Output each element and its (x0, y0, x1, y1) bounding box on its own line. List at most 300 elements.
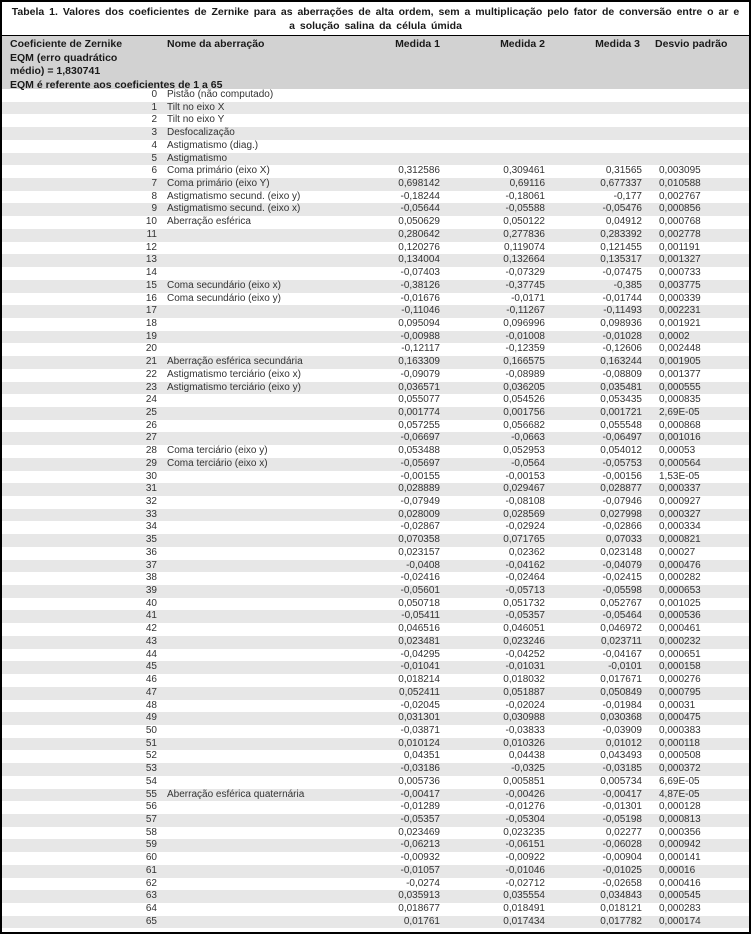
table-row (2, 572, 749, 585)
cell-medida3: -0,05753 (602, 457, 642, 469)
cell-aberration-name (157, 852, 362, 865)
cell-aberration-name (157, 687, 362, 700)
cell-medida3: -0,03185 (602, 763, 642, 775)
cell-aberration-name (157, 801, 362, 814)
cell-aberration-name: Aberração esférica quaternária (167, 788, 305, 800)
cell-desvio-padrao: 0,000653 (659, 585, 701, 597)
cell-desvio-padrao: 0,000461 (659, 623, 701, 635)
cell-index: 42 (145, 623, 157, 635)
cell-medida3: 0,050849 (600, 686, 642, 698)
cell-aberration-name (157, 521, 362, 534)
cell-medida2 (440, 89, 545, 102)
cell-medida3: -0,01984 (602, 699, 642, 711)
cell-index: 57 (145, 813, 157, 825)
cell-index: 12 (145, 241, 157, 253)
cell-medida2: 0,02362 (508, 546, 545, 558)
table-row (2, 878, 749, 891)
table-row (2, 432, 749, 445)
cell-index: 53 (145, 763, 157, 775)
cell-index: 22 (145, 368, 157, 380)
table-row (2, 445, 749, 458)
cell-desvio-padrao: 0,000927 (659, 496, 701, 507)
table-row (2, 916, 749, 929)
cell-medida1: -0,02416 (400, 572, 440, 584)
cell-medida2: -0,00153 (505, 470, 545, 482)
cell-aberration-name: Astigmatismo secund. (eixo x) (167, 203, 301, 215)
table-row (2, 216, 749, 229)
cell-desvio-padrao: 0,002778 (659, 228, 701, 240)
cell-aberration-name: Coma terciário (eixo x) (167, 457, 268, 469)
table-title-line1: Tabela 1. Valores dos coeficientes de Zernike para as aberrações de alta ordem, sem a multiplicação pelo fator de conversão entre o ar e (11, 6, 740, 18)
cell-index: 50 (145, 724, 157, 736)
cell-medida1: -0,0274 (406, 877, 440, 889)
cell-aberration-name (157, 598, 362, 611)
cell-medida3: 0,055548 (600, 419, 642, 431)
cell-desvio-padrao: 0,000334 (659, 521, 701, 533)
table-row (2, 242, 749, 255)
cell-medida3: -0,11493 (603, 305, 642, 317)
cell-medida2: -0,01008 (505, 330, 545, 342)
cell-medida2: 0,023235 (503, 826, 545, 838)
cell-index: 52 (145, 750, 157, 762)
cell-medida3: 0,001721 (600, 406, 642, 418)
cell-desvio-padrao: 0,000276 (659, 674, 701, 686)
cell-desvio-padrao: 0,000733 (659, 267, 701, 279)
cell-medida2: -0,00922 (505, 852, 545, 864)
cell-medida2: 0,001756 (503, 406, 545, 418)
cell-medida1: -0,00155 (400, 470, 440, 482)
cell-medida3: -0,05598 (602, 585, 642, 597)
cell-medida1: 0,050629 (398, 216, 440, 228)
cell-desvio-padrao: 0,000128 (659, 801, 701, 813)
cell-desvio-padrao: 0,000564 (659, 457, 701, 469)
cell-aberration-name (157, 483, 362, 496)
cell-medida3: 0,005734 (600, 775, 642, 787)
cell-desvio-padrao: 0,000942 (659, 839, 701, 851)
cell-medida1: -0,05411 (401, 610, 440, 622)
table-row (2, 369, 749, 382)
cell-medida1: -0,07403 (400, 267, 440, 279)
cell-medida1: -0,01041 (400, 661, 440, 673)
cell-medida3: -0,01744 (602, 292, 642, 304)
cell-index: 5 (151, 152, 157, 164)
cell-desvio-padrao: 0,000475 (659, 712, 701, 724)
cell-index: 4 (151, 139, 157, 151)
cell-desvio-padrao (642, 153, 749, 166)
cell-medida2: 0,036205 (503, 381, 545, 393)
cell-medida1: 0,023157 (398, 546, 440, 558)
cell-medida1: 0,052411 (399, 686, 440, 698)
cell-desvio-padrao: 0,000476 (659, 559, 701, 571)
cell-desvio-padrao: 0,003095 (659, 165, 701, 177)
cell-desvio-padrao: 0,00027 (659, 546, 696, 558)
cell-medida3: -0,385 (613, 279, 642, 291)
cell-index: 56 (145, 801, 157, 813)
cell-aberration-name (157, 623, 362, 636)
cell-aberration-name (157, 305, 362, 318)
cell-index: 37 (145, 559, 157, 571)
table-row (2, 903, 749, 916)
cell-medida2: 0,052953 (503, 445, 545, 457)
cell-medida1: -0,03186 (400, 763, 440, 775)
cell-aberration-name: Tilt no eixo Y (167, 114, 225, 126)
cell-aberration-name (157, 763, 362, 776)
table-row (2, 293, 749, 306)
cell-desvio-padrao: 0,002448 (659, 343, 701, 355)
cell-medida1: 0,04351 (403, 750, 440, 762)
cell-medida1: 0,01761 (403, 915, 440, 927)
cell-aberration-name (157, 712, 362, 725)
cell-aberration-name: Astigmatismo (diag.) (167, 139, 259, 151)
cell-index: 28 (145, 445, 157, 457)
cell-medida1: 0,120276 (398, 241, 440, 253)
cell-desvio-padrao: 0,000555 (659, 381, 701, 393)
cell-medida1: 0,046516 (398, 623, 440, 635)
cell-desvio-padrao: 0,002767 (659, 190, 701, 202)
cell-aberration-name: Tilt no eixo X (167, 101, 225, 113)
cell-desvio-padrao: 0,001377 (659, 368, 701, 380)
cell-medida2: -0,37745 (505, 279, 545, 291)
cell-medida1 (362, 114, 440, 127)
cell-medida2: 0,096996 (503, 317, 545, 329)
cell-medida3: 0,677337 (600, 178, 642, 190)
cell-index: 15 (145, 279, 157, 291)
cell-desvio-padrao: 0,000536 (659, 610, 701, 622)
table-row (2, 471, 749, 484)
cell-index: 59 (145, 839, 157, 851)
table-row (2, 547, 749, 560)
cell-medida1: 0,028889 (398, 483, 440, 495)
cell-index: 11 (146, 228, 157, 240)
cell-aberration-name (157, 700, 362, 713)
column-header-coeficiente: Coeficiente de Zernike (10, 38, 123, 50)
table-row (2, 750, 749, 763)
cell-medida2: -0,05357 (505, 610, 545, 622)
cell-aberration-name (157, 420, 362, 433)
cell-medida3: -0,08809 (602, 368, 642, 380)
cell-desvio-padrao: 0,000282 (659, 572, 701, 584)
cell-medida2: -0,04252 (505, 648, 545, 660)
cell-aberration-name: Astigmatismo terciário (eixo y) (167, 381, 301, 393)
table-row (2, 267, 749, 280)
cell-index: 24 (145, 394, 157, 406)
cell-index: 30 (145, 470, 157, 482)
cell-aberration-name (157, 674, 362, 687)
table-row (2, 229, 749, 242)
cell-medida1: -0,05644 (400, 203, 440, 215)
cell-aberration-name (157, 318, 362, 331)
cell-index: 6 (151, 165, 157, 177)
cell-aberration-name (157, 254, 362, 267)
cell-index: 33 (145, 508, 157, 520)
cell-medida3: -0,00417 (602, 788, 642, 800)
cell-index: 27 (145, 432, 157, 444)
cell-aberration-name (157, 661, 362, 674)
cell-index: 46 (145, 674, 157, 686)
cell-aberration-name (157, 343, 362, 356)
cell-desvio-padrao: 0,00031 (659, 699, 696, 711)
cell-medida3 (545, 102, 642, 115)
cell-aberration-name (157, 865, 362, 878)
cell-medida1: 0,280642 (398, 228, 440, 240)
cell-index: 1 (151, 101, 157, 113)
table-row (2, 827, 749, 840)
cell-desvio-padrao: 0,000174 (659, 915, 701, 927)
cell-desvio-padrao: 0,001016 (659, 432, 701, 444)
cell-medida1: -0,01057 (400, 864, 440, 876)
cell-medida3: 0,04912 (605, 216, 642, 228)
cell-aberration-name (157, 572, 362, 585)
cell-aberration-name (157, 636, 362, 649)
cell-index: 13 (145, 254, 157, 266)
cell-medida3 (545, 89, 642, 102)
table-row (2, 254, 749, 267)
cell-index: 47 (145, 686, 157, 698)
cell-medida3 (545, 114, 642, 127)
cell-medida2: -0,02464 (505, 572, 545, 584)
cell-aberration-name (157, 509, 362, 522)
cell-medida3: -0,01301 (602, 801, 642, 813)
table-title (2, 2, 749, 36)
cell-desvio-padrao: 0,010588 (659, 178, 701, 190)
cell-aberration-name (157, 649, 362, 662)
eqm-line3: EQM é referente aos coeficientes de 1 a 65 (10, 78, 223, 91)
table-row (2, 305, 749, 318)
cell-medida1: 0,698142 (398, 178, 440, 190)
cell-medida3: -0,0101 (608, 661, 642, 673)
cell-desvio-padrao: 0,0002 (659, 330, 690, 342)
cell-medida2 (440, 102, 545, 115)
cell-medida1 (362, 153, 440, 166)
cell-medida1: 0,005736 (398, 775, 440, 787)
cell-medida1: -0,00417 (400, 788, 440, 800)
cell-desvio-padrao: 0,000813 (659, 813, 701, 825)
cell-aberration-name (157, 878, 362, 891)
table-row (2, 382, 749, 395)
cell-aberration-name: Desfocalização (167, 127, 235, 139)
cell-desvio-padrao: 0,00016 (659, 864, 696, 876)
cell-medida2: 0,035554 (503, 890, 545, 902)
cell-medida1: -0,11046 (401, 305, 440, 317)
table-row (2, 203, 749, 216)
cell-medida3: 0,027998 (600, 508, 642, 520)
cell-aberration-name (157, 725, 362, 738)
cell-desvio-padrao (642, 114, 749, 127)
cell-medida3: 0,121455 (600, 241, 642, 253)
cell-index: 20 (145, 343, 157, 355)
cell-medida1: -0,07949 (400, 496, 440, 507)
cell-aberration-name (157, 560, 362, 573)
cell-desvio-padrao: 0,000868 (659, 419, 701, 431)
cell-desvio-padrao: 0,000821 (659, 534, 701, 546)
cell-aberration-name (157, 610, 362, 623)
cell-medida2: -0,01276 (505, 801, 545, 813)
cell-index: 40 (145, 597, 157, 609)
cell-medida1: 0,163309 (398, 356, 440, 368)
cell-medida1 (362, 140, 440, 153)
cell-medida2: -0,01046 (505, 864, 545, 876)
table-header (2, 36, 749, 89)
cell-medida1: 0,095094 (398, 317, 440, 329)
cell-index: 41 (145, 610, 157, 622)
cell-desvio-padrao: 0,000339 (659, 292, 701, 304)
cell-medida3: -0,06028 (602, 839, 642, 851)
cell-medida1: 0,035913 (398, 890, 440, 902)
cell-medida3: -0,00156 (602, 470, 642, 482)
column-header-desvio: Desvio padrão (655, 38, 728, 50)
cell-desvio-padrao: 6,69E-05 (659, 775, 700, 787)
table-row (2, 114, 749, 127)
cell-medida1: -0,03871 (400, 724, 440, 736)
cell-desvio-padrao: 0,000508 (659, 750, 701, 762)
cell-medida2: -0,03833 (505, 724, 545, 736)
cell-medida2: 0,04438 (508, 750, 545, 762)
cell-aberration-name (157, 267, 362, 280)
table-row (2, 712, 749, 725)
cell-aberration-name (157, 750, 362, 763)
eqm-line1: EQM (erro quadrático (10, 51, 118, 64)
cell-medida1: 0,070358 (398, 534, 440, 546)
cell-medida2: 0,309461 (503, 165, 545, 177)
cell-index: 26 (145, 419, 157, 431)
cell-medida2: 0,029467 (503, 483, 545, 495)
cell-desvio-padrao (642, 140, 749, 153)
cell-index: 3 (151, 127, 157, 139)
cell-medida1: -0,06213 (400, 839, 440, 851)
cell-medida2: -0,11267 (506, 305, 545, 317)
cell-medida1: -0,06697 (400, 432, 440, 444)
cell-index: 44 (145, 648, 157, 660)
cell-medida3: 0,098936 (600, 317, 642, 329)
cell-medida3: 0,023148 (600, 546, 642, 558)
cell-desvio-padrao: 0,000545 (659, 890, 701, 902)
cell-medida1: -0,05357 (400, 813, 440, 825)
cell-index: 32 (145, 496, 157, 507)
cell-aberration-name: Coma terciário (eixo y) (167, 445, 268, 457)
cell-desvio-padrao: 0,001191 (659, 241, 700, 253)
cell-aberration-name: Pistão (não computado) (167, 89, 274, 100)
table-row (2, 623, 749, 636)
cell-desvio-padrao (642, 102, 749, 115)
cell-medida3: 0,163244 (600, 356, 642, 368)
cell-medida3: 0,135317 (600, 254, 642, 266)
cell-medida3: 0,023711 (601, 635, 642, 647)
cell-index: 31 (145, 483, 157, 495)
table-row (2, 496, 749, 509)
cell-medida2: 0,051887 (503, 686, 545, 698)
cell-medida1: 0,018677 (398, 903, 440, 914)
cell-medida2 (440, 153, 545, 166)
table-row (2, 852, 749, 865)
cell-medida1: 0,050718 (398, 597, 440, 609)
cell-medida3: 0,034843 (600, 890, 642, 902)
cell-index: 58 (145, 826, 157, 838)
cell-aberration-name: Astigmatismo terciário (eixo x) (167, 368, 301, 380)
cell-medida3: -0,07946 (602, 496, 642, 507)
table-row (2, 598, 749, 611)
cell-aberration-name (157, 547, 362, 560)
cell-desvio-padrao: 0,000283 (659, 903, 701, 914)
cell-medida2: 0,071765 (503, 534, 545, 546)
cell-medida1: 0,001774 (398, 406, 440, 418)
cell-desvio-padrao (642, 89, 749, 102)
cell-index: 18 (145, 317, 157, 329)
cell-medida2 (440, 127, 545, 140)
cell-medida2: 0,050122 (503, 216, 545, 228)
cell-medida1: 0,028009 (398, 508, 440, 520)
table-row (2, 636, 749, 649)
cell-aberration-name (157, 827, 362, 840)
cell-desvio-padrao (642, 127, 749, 140)
cell-medida1: 0,023469 (398, 826, 440, 838)
cell-aberration-name (157, 229, 362, 242)
cell-medida3: 0,053435 (600, 394, 642, 406)
cell-index: 45 (145, 661, 157, 673)
cell-index: 23 (145, 381, 157, 393)
table-row (2, 687, 749, 700)
cell-medida2: 0,132664 (503, 254, 545, 266)
cell-aberration-name: Astigmatismo secund. (eixo y) (167, 190, 301, 202)
cell-medida2: -0,0564 (511, 457, 545, 469)
cell-medida2: -0,05304 (505, 813, 545, 825)
cell-desvio-padrao: 0,000795 (659, 686, 701, 698)
cell-medida3: -0,04079 (602, 559, 642, 571)
cell-medida2: -0,05713 (505, 585, 545, 597)
cell-medida2: 0,018491 (503, 903, 545, 914)
cell-aberration-name (157, 916, 362, 929)
cell-medida3: -0,02415 (602, 572, 642, 584)
table-row (2, 700, 749, 713)
cell-index: 55 (145, 788, 157, 800)
cell-medida1: 0,031301 (398, 712, 440, 724)
cell-medida1: 0,312586 (398, 165, 440, 177)
cell-medida1 (362, 89, 440, 102)
table-row (2, 725, 749, 738)
table-row (2, 661, 749, 674)
cell-medida3: 0,31565 (605, 165, 642, 177)
table-row (2, 776, 749, 789)
cell-desvio-padrao: 0,001025 (659, 597, 701, 609)
cell-medida1 (362, 127, 440, 140)
cell-aberration-name (157, 738, 362, 751)
table-row (2, 102, 749, 115)
cell-medida3: 0,017782 (600, 915, 642, 927)
cell-aberration-name (157, 471, 362, 484)
cell-medida3: 0,028877 (600, 483, 642, 495)
cell-index: 9 (151, 203, 157, 215)
table-row (2, 127, 749, 140)
cell-desvio-padrao: 0,001905 (659, 356, 701, 368)
cell-aberration-name (157, 814, 362, 827)
cell-index: 54 (145, 775, 157, 787)
table-row (2, 178, 749, 191)
table-title-line2: a solução salina da célula úmida (289, 20, 462, 32)
cell-medida3 (545, 127, 642, 140)
cell-medida1: -0,02045 (400, 699, 440, 711)
table-row (2, 839, 749, 852)
cell-medida1: 0,010124 (398, 737, 440, 749)
cell-medida2: 0,056682 (503, 419, 545, 431)
cell-medida2 (440, 140, 545, 153)
cell-medida2: 0,017434 (503, 915, 545, 927)
table-row (2, 420, 749, 433)
cell-medida2: -0,06151 (505, 839, 545, 851)
cell-desvio-padrao: 0,000651 (659, 648, 701, 660)
cell-desvio-padrao: 0,000118 (659, 737, 700, 749)
cell-medida3: 0,043493 (600, 750, 642, 762)
table-row (2, 356, 749, 369)
table-row (2, 483, 749, 496)
